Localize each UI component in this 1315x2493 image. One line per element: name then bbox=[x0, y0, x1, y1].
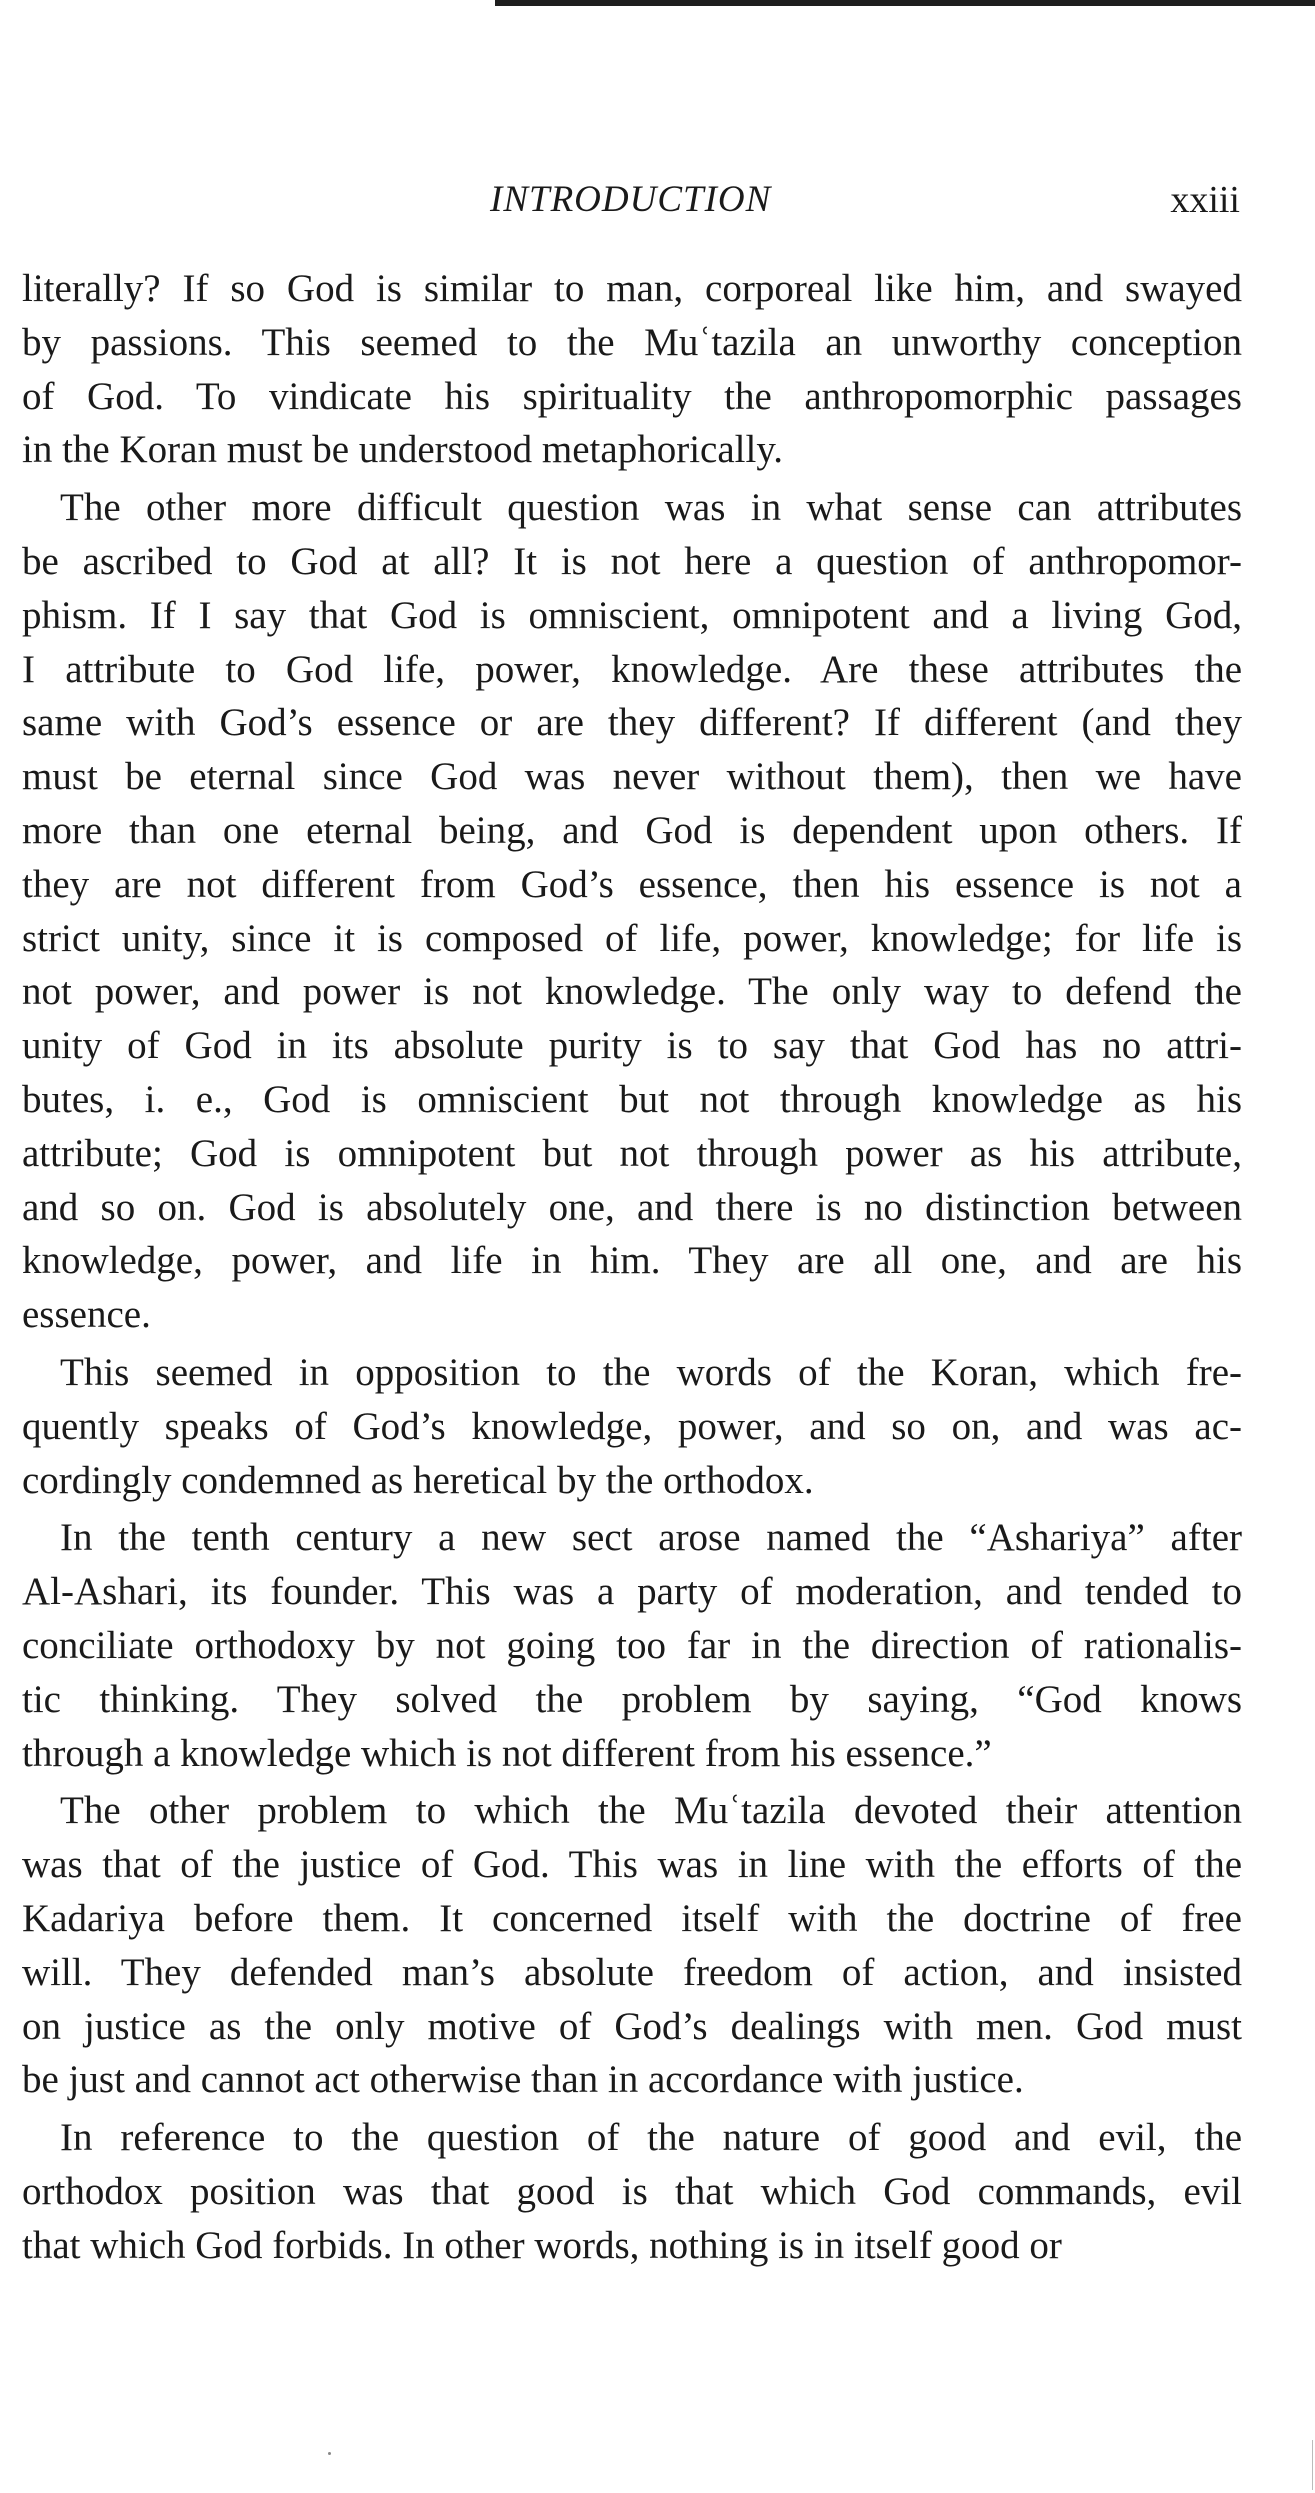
text-line: Al-Ashari, its founder. This was a party of moderation, and tended to bbox=[22, 1570, 1242, 1614]
running-title: INTRODUCTION bbox=[490, 179, 772, 220]
text-line: literally? If so God is similar to man, corporeal like him, and swayed bbox=[22, 267, 1242, 310]
text-line: not power, and power is not knowledge. The only way to defend the bbox=[22, 970, 1242, 1014]
running-head bbox=[30, 178, 1240, 228]
text-line: conciliate orthodoxy by not going too far in the direction of rationalis- bbox=[22, 1623, 1242, 1667]
text-line: I attribute to God life, power, knowledge. Are these attributes the bbox=[22, 647, 1242, 691]
paragraph bbox=[22, 1784, 1242, 2107]
text-line: The other problem to which the Muʿtazila devoted their attention bbox=[60, 1789, 1242, 1833]
paragraph bbox=[22, 481, 1242, 1342]
text-line: essence. bbox=[22, 1293, 151, 1337]
text-line: was that of the justice of God. This was in line with the efforts of the bbox=[22, 1843, 1242, 1887]
text-line: The other more difficult question was in what sense can attributes bbox=[60, 486, 1242, 530]
text-line: and so on. God is absolutely one, and there is no distinction between bbox=[22, 1185, 1242, 1229]
text-line: will. They defended man’s absolute freedom of action, and insisted bbox=[22, 1950, 1242, 1994]
page-number: xxiii bbox=[1170, 179, 1240, 221]
paper-speck bbox=[328, 2452, 331, 2455]
text-line: more than one eternal being, and God is dependent upon others. If bbox=[22, 808, 1242, 852]
text-line: This seemed in opposition to the words of the Koran, which fre- bbox=[60, 1350, 1242, 1394]
text-line: In the tenth century a new sect arose named the “Ashariya” after bbox=[60, 1516, 1242, 1560]
text-line: attribute; God is omnipotent but not through power as his attribute, bbox=[22, 1131, 1242, 1175]
text-line: quently speaks of God’s knowledge, power, and so on, and was ac- bbox=[22, 1404, 1242, 1448]
text-line: must be eternal since God was never without them), then we have bbox=[22, 755, 1242, 799]
text-line: orthodox position was that good is that which God commands, evil bbox=[22, 2169, 1242, 2213]
paragraph bbox=[22, 2111, 1242, 2272]
text-line: of God. To vindicate his spirituality the anthropomorphic passages bbox=[22, 374, 1242, 418]
text-line: be just and cannot act otherwise than in accordance with justice. bbox=[22, 2058, 1024, 2102]
text-line: phism. If I say that God is omniscient, omnipotent and a living God, bbox=[22, 593, 1242, 637]
top-edge-rule bbox=[495, 0, 1315, 6]
text-line: unity of God in its absolute purity is to say that God has no attri- bbox=[22, 1024, 1242, 1068]
text-line: by passions. This seemed to the Muʿtazila an unworthy conception bbox=[22, 320, 1242, 364]
text-line: in the Koran must be understood metaphorically. bbox=[22, 428, 784, 472]
text-line: butes, i. e., God is omniscient but not through knowledge as his bbox=[22, 1077, 1242, 1121]
page-edge-mark bbox=[1312, 2440, 1313, 2490]
text-line: same with God’s essence or are they different? If different (and they bbox=[22, 701, 1242, 745]
text-line: Kadariya before them. It concerned itself with the doctrine of free bbox=[22, 1896, 1242, 1940]
text-line: cordingly condemned as heretical by the orthodox. bbox=[22, 1458, 814, 1502]
body-text bbox=[22, 262, 1242, 2272]
paragraph bbox=[22, 1511, 1242, 1780]
paragraph bbox=[22, 1346, 1242, 1507]
text-line: strict unity, since it is composed of life, power, knowledge; for life is bbox=[22, 916, 1242, 960]
text-line: In reference to the question of the nature of good and evil, the bbox=[60, 2116, 1242, 2160]
text-line: be ascribed to God at all? It is not here a question of anthropomor- bbox=[22, 539, 1242, 583]
text-line: that which God forbids. In other words, nothing is in itself good or bbox=[22, 2223, 1062, 2267]
text-line: through a knowledge which is not different from his essence.” bbox=[22, 1731, 992, 1775]
text-line: on justice as the only motive of God’s dealings with men. God must bbox=[22, 2004, 1242, 2048]
text-line: knowledge, power, and life in him. They are all one, and are his bbox=[22, 1239, 1242, 1283]
text-line: tic thinking. They solved the problem by saying, “God knows bbox=[22, 1677, 1242, 1721]
text-line: they are not different from God’s essence, then his essence is not a bbox=[22, 862, 1242, 906]
paragraph bbox=[22, 262, 1242, 477]
